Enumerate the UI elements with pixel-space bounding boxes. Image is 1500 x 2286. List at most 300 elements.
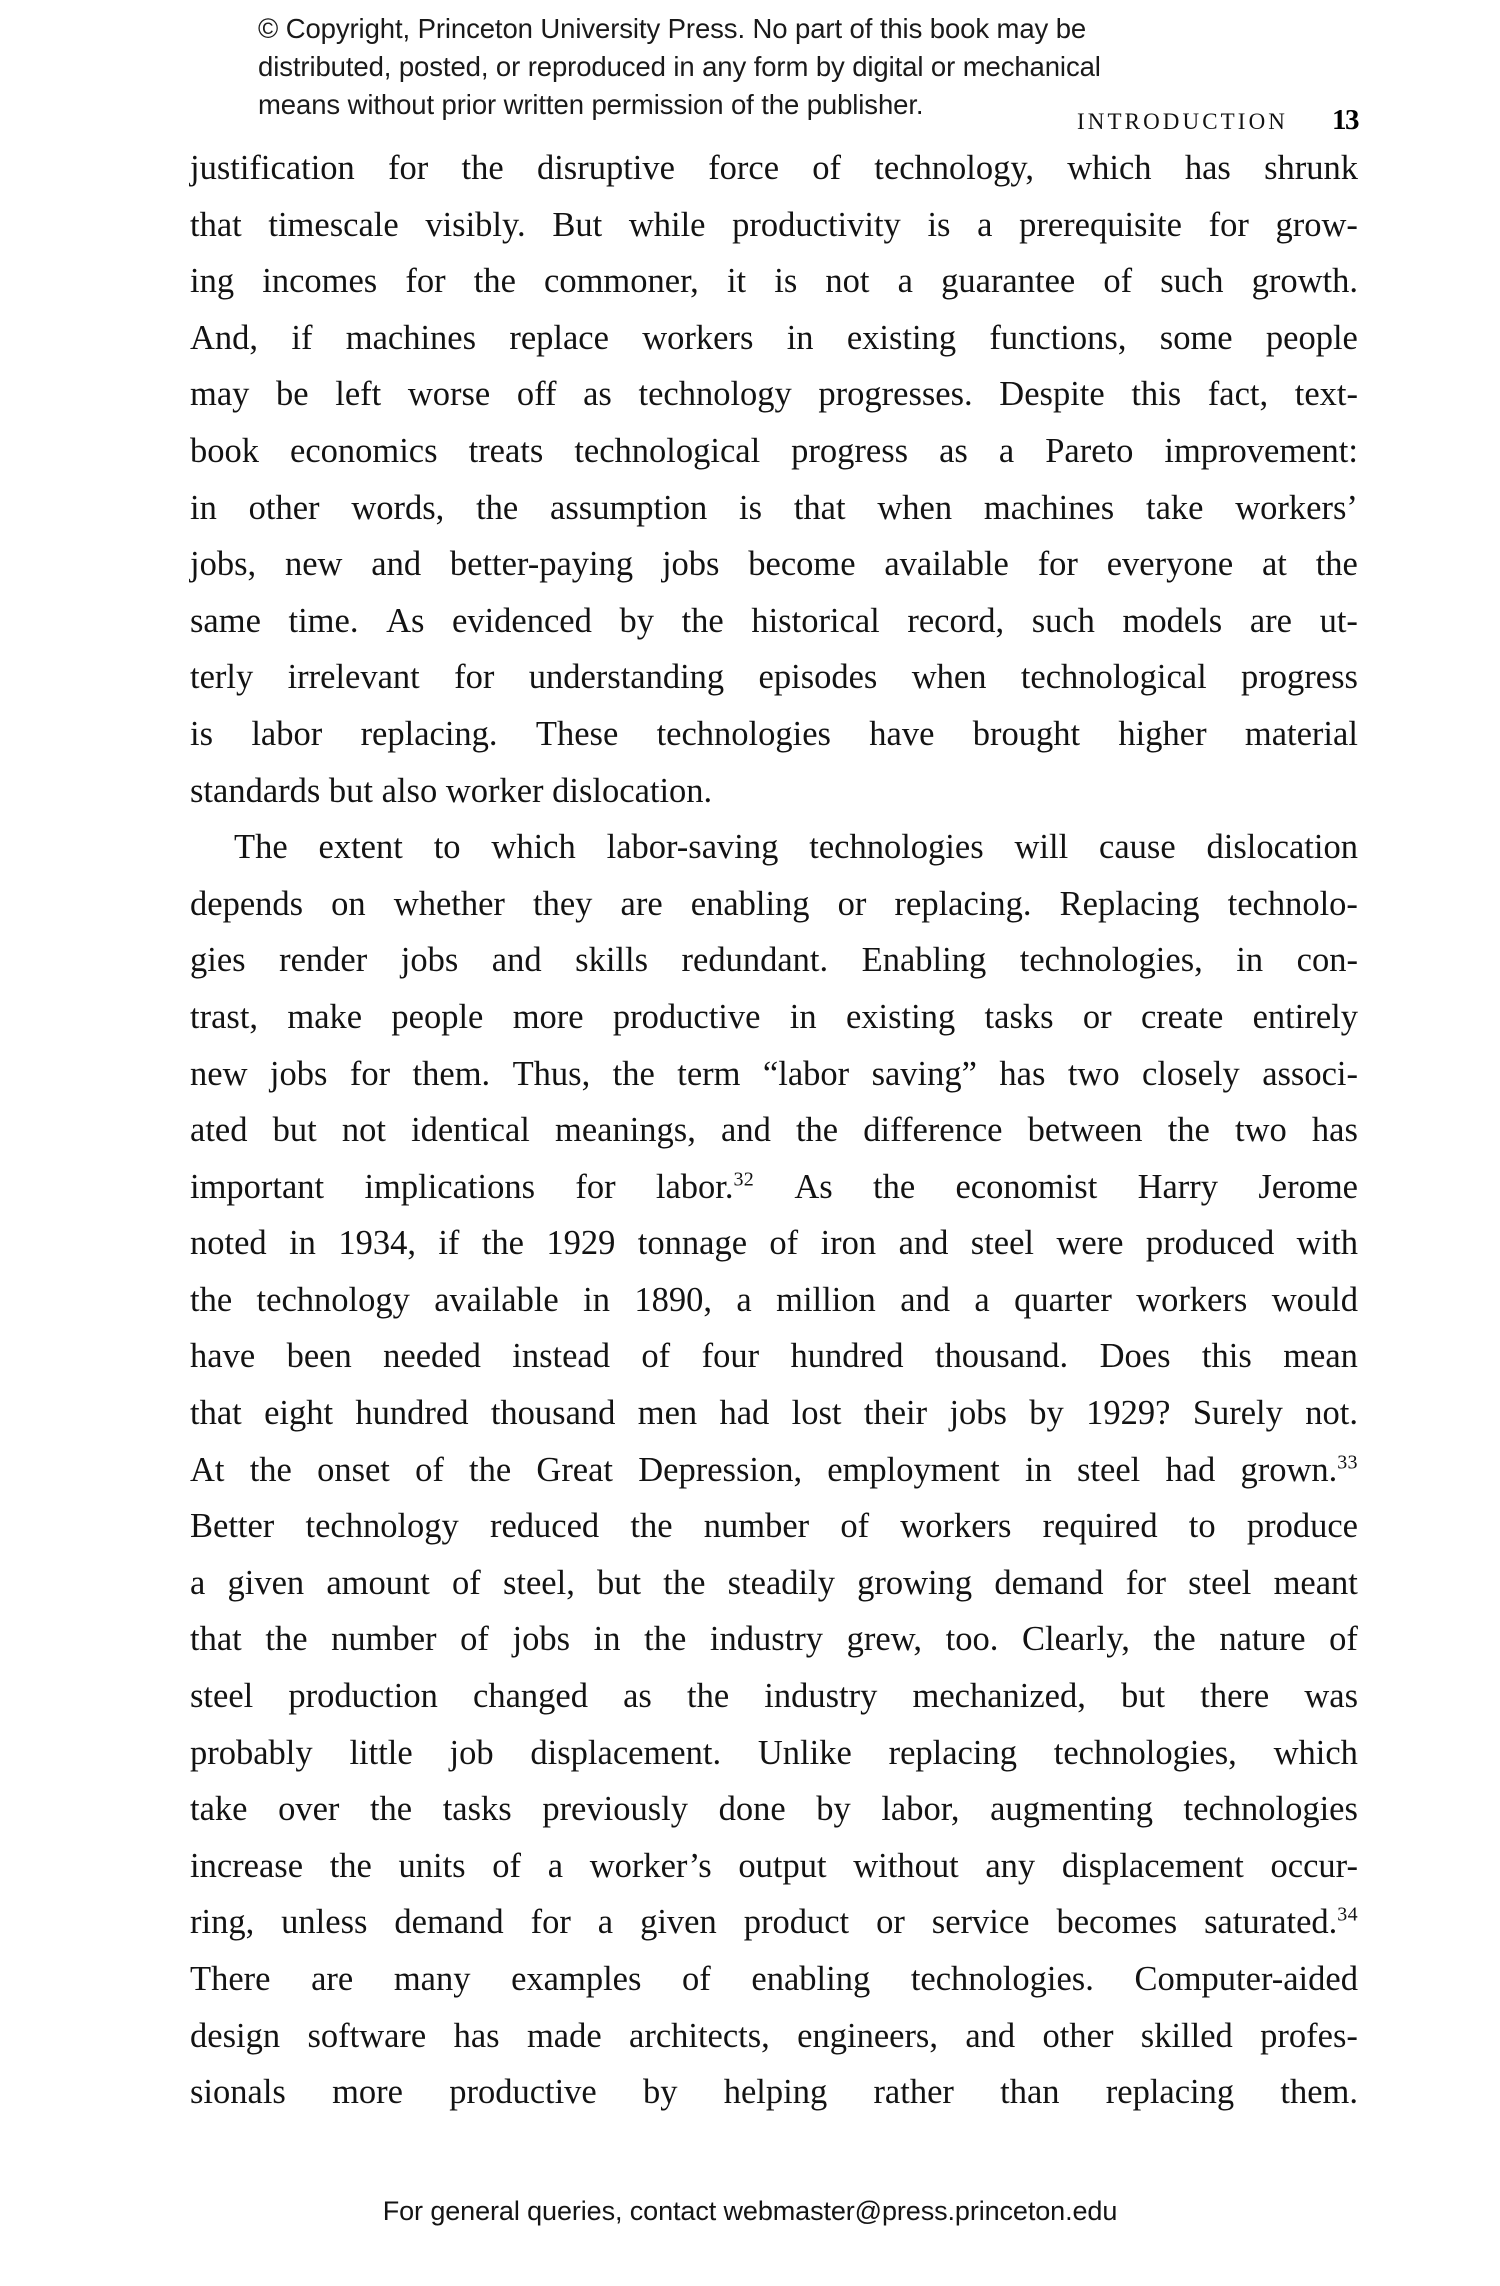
word: replacing xyxy=(1105,2073,1235,2112)
word: of xyxy=(769,1224,799,1263)
word: or xyxy=(837,884,867,923)
word: if xyxy=(291,318,313,357)
word: employment xyxy=(827,1450,1000,1489)
word: men xyxy=(637,1394,698,1433)
word: and xyxy=(371,545,422,584)
word: has xyxy=(999,1054,1046,1093)
word: technolo- xyxy=(1227,884,1358,923)
word: the xyxy=(644,1620,687,1659)
word: production xyxy=(288,1677,438,1716)
word: the xyxy=(473,262,516,301)
word: take xyxy=(1145,488,1204,527)
word: steel xyxy=(1188,1563,1252,1602)
word: that xyxy=(190,1620,242,1659)
word: irrelevant xyxy=(287,658,420,697)
word: for xyxy=(1037,545,1078,584)
word: other xyxy=(1042,2016,1114,2055)
word: on xyxy=(331,884,366,923)
word: replacing xyxy=(888,1733,1017,1772)
word: are xyxy=(620,884,663,923)
word: architects, xyxy=(629,2016,770,2055)
word: progresses. xyxy=(818,375,973,414)
word: technologies xyxy=(1183,1790,1358,1829)
word: These xyxy=(535,714,619,753)
word: But xyxy=(552,205,603,244)
word: workers xyxy=(642,318,754,357)
word: if xyxy=(438,1224,460,1263)
word: thousand. xyxy=(934,1337,1069,1376)
word: engineers, xyxy=(797,2016,938,2055)
word: commoner, xyxy=(544,262,699,301)
word: given xyxy=(640,1903,717,1942)
word: the xyxy=(329,1846,372,1885)
word: terly xyxy=(190,658,254,697)
word: has xyxy=(1184,149,1231,187)
word: little xyxy=(349,1733,413,1772)
word: identical xyxy=(411,1111,530,1150)
word: become xyxy=(748,545,856,584)
word: than xyxy=(1000,2073,1060,2112)
text-line xyxy=(190,140,1358,197)
word: shrunk xyxy=(1264,149,1358,187)
word: unless xyxy=(281,1903,368,1942)
word: ated xyxy=(190,1111,248,1150)
copyright-line-3: means without prior written permission of the publisher. xyxy=(258,89,924,120)
text-line xyxy=(190,876,1358,933)
word: increase xyxy=(190,1846,304,1885)
word: extent xyxy=(318,828,403,867)
word: for xyxy=(575,1167,616,1206)
text-line xyxy=(190,1951,1358,2008)
word: is xyxy=(739,488,763,527)
word: book xyxy=(190,431,259,470)
word: create xyxy=(1140,997,1224,1036)
word: progress xyxy=(791,431,909,470)
body-text-block xyxy=(190,140,1358,2121)
word: Computer-aided xyxy=(1134,1960,1358,1998)
copyright-line-1: © Copyright, Princeton University Press. No part of this book may be xyxy=(258,13,1087,44)
word: workers xyxy=(900,1507,1012,1546)
word: between xyxy=(1027,1111,1143,1150)
word: any xyxy=(985,1846,1036,1885)
word: jobs xyxy=(949,1394,1007,1433)
word: for xyxy=(454,658,495,697)
word: as xyxy=(939,431,968,470)
word: produce xyxy=(1246,1507,1358,1546)
word: a xyxy=(974,1280,990,1319)
word: productivity xyxy=(732,205,901,244)
word: same xyxy=(190,601,261,640)
word: of xyxy=(641,1337,671,1376)
word: of xyxy=(460,1620,489,1659)
word: better-paying xyxy=(449,545,634,584)
word: as xyxy=(623,1677,652,1716)
word: profes- xyxy=(1260,2016,1358,2055)
text-line xyxy=(190,253,1358,310)
word: given xyxy=(227,1563,305,1602)
text-line xyxy=(190,536,1358,593)
word: the xyxy=(686,1677,730,1716)
word: helping xyxy=(723,2073,828,2112)
word: existing xyxy=(846,318,957,357)
word: design xyxy=(190,2016,281,2055)
word: steel xyxy=(970,1224,1035,1263)
word: left xyxy=(335,375,382,414)
word: not xyxy=(825,262,870,301)
text-line xyxy=(190,480,1358,537)
text-line xyxy=(190,1611,1358,1668)
word: the xyxy=(1315,545,1358,584)
word: progress xyxy=(1241,658,1358,697)
word: the xyxy=(663,1563,706,1602)
word: and xyxy=(900,1280,951,1319)
word: number xyxy=(331,1620,437,1659)
word: the xyxy=(873,1167,916,1206)
word: a xyxy=(547,1846,564,1885)
word: noted xyxy=(190,1224,267,1263)
word: jobs xyxy=(661,545,720,584)
word: that xyxy=(190,1394,242,1433)
copyright-notice xyxy=(258,10,1268,124)
word: text- xyxy=(1294,375,1358,414)
word: by xyxy=(816,1790,851,1829)
word: labor-saving xyxy=(606,828,779,867)
word: closely xyxy=(1142,1054,1240,1093)
word: economics xyxy=(290,431,438,470)
word: or xyxy=(876,1903,905,1942)
text-line xyxy=(190,423,1358,480)
word: service xyxy=(931,1903,1030,1942)
word: required xyxy=(1042,1507,1158,1546)
word: productive xyxy=(612,997,761,1036)
word: of xyxy=(682,1960,711,1998)
word: is xyxy=(190,714,214,753)
word: “labor xyxy=(762,1054,850,1093)
word: Despite xyxy=(999,375,1105,414)
word: worker’s xyxy=(589,1846,712,1885)
word: industry xyxy=(764,1677,878,1716)
text-line xyxy=(190,1555,1358,1612)
word: by xyxy=(642,2073,678,2112)
word: had xyxy=(1165,1450,1216,1489)
text-line xyxy=(190,1668,1358,1725)
word: saving” xyxy=(871,1054,977,1093)
word: record, xyxy=(907,601,1005,640)
word: brought xyxy=(972,714,1081,753)
word: timescale xyxy=(268,205,399,244)
word: thousand xyxy=(490,1394,616,1433)
word: grow- xyxy=(1275,205,1358,244)
word: while xyxy=(628,205,706,244)
word: Enabling xyxy=(861,941,987,980)
word: jobs xyxy=(512,1620,571,1659)
text-line xyxy=(190,1385,1358,1442)
word: worse xyxy=(407,375,491,414)
word: con- xyxy=(1296,941,1358,980)
word: As xyxy=(386,601,425,640)
word: the xyxy=(249,1450,292,1489)
word: to xyxy=(1188,1507,1216,1546)
word: machines xyxy=(983,488,1115,527)
word: available xyxy=(884,545,1009,584)
word: skills xyxy=(575,941,649,980)
word: some xyxy=(1159,318,1233,357)
footnote-marker: 32 xyxy=(733,1168,755,1191)
word: prerequisite xyxy=(1019,205,1182,244)
word: gies xyxy=(190,941,246,980)
copyright-line-2: distributed, posted, or reproduced in any form by digital or mechanical xyxy=(258,51,1101,82)
word: in xyxy=(289,1224,316,1263)
word: dislocation xyxy=(1206,828,1358,867)
word: more xyxy=(512,997,584,1036)
word: functions, xyxy=(989,318,1127,357)
word: existing xyxy=(845,997,956,1036)
word: Depression, xyxy=(638,1450,803,1489)
word: them. xyxy=(1280,2073,1358,2112)
word: made xyxy=(526,2016,602,2055)
word: of xyxy=(415,1450,444,1489)
word: treats xyxy=(468,431,544,470)
word: that xyxy=(190,205,242,244)
word: many xyxy=(393,1960,471,1998)
text-line xyxy=(190,649,1358,706)
text-line: standards but also worker dislocation. xyxy=(190,771,713,810)
word: were xyxy=(1056,1224,1124,1263)
word: Does xyxy=(1099,1337,1171,1376)
word: more xyxy=(332,2073,403,2112)
word: million xyxy=(776,1280,876,1319)
text-line xyxy=(190,1102,1358,1159)
word: the xyxy=(481,1224,524,1263)
word: there xyxy=(1200,1677,1270,1716)
word: As xyxy=(794,1167,833,1206)
word: Surely xyxy=(1192,1394,1283,1433)
text-line xyxy=(190,1215,1358,1272)
word: steadily xyxy=(727,1563,835,1602)
word: implications xyxy=(364,1167,536,1206)
word: steel xyxy=(1077,1450,1141,1489)
word: models xyxy=(1122,601,1223,640)
word: in xyxy=(583,1280,610,1319)
word: have xyxy=(869,714,935,753)
word: hundred xyxy=(355,1394,469,1433)
word: Replacing xyxy=(1059,884,1200,923)
word: and xyxy=(721,1111,771,1150)
word: jobs, xyxy=(190,545,257,584)
word: growth. xyxy=(1251,262,1358,301)
word: such xyxy=(1160,262,1224,301)
word: by xyxy=(619,601,654,640)
word: The xyxy=(234,828,288,867)
word: everyone xyxy=(1106,545,1234,584)
word: higher xyxy=(1118,714,1207,753)
word: labor.$^{32}$ xyxy=(655,1167,755,1206)
word: but xyxy=(1121,1677,1166,1716)
word: the xyxy=(612,1054,655,1093)
word: nature xyxy=(1219,1620,1306,1659)
word: meanings, xyxy=(555,1111,696,1150)
word: lost xyxy=(791,1394,842,1433)
word: technologies, xyxy=(1053,1733,1237,1772)
word: with xyxy=(1296,1224,1358,1263)
word: not. xyxy=(1305,1394,1358,1433)
word: be xyxy=(276,375,309,414)
word: technologies, xyxy=(1019,941,1203,980)
word: may xyxy=(190,375,250,414)
word: have xyxy=(190,1337,256,1376)
word: grew, xyxy=(846,1620,922,1659)
word: At xyxy=(190,1450,225,1489)
word: And, xyxy=(190,318,259,357)
word: Thus, xyxy=(512,1054,591,1093)
word: will xyxy=(1014,828,1069,867)
word: economist xyxy=(955,1167,1098,1206)
word: the xyxy=(1167,1111,1210,1150)
word: workers xyxy=(1136,1280,1248,1319)
text-line xyxy=(190,197,1358,254)
word: ing xyxy=(190,262,235,301)
word: it xyxy=(726,262,747,301)
word: technology xyxy=(305,1507,459,1546)
text-line xyxy=(190,1442,1358,1499)
word: a xyxy=(736,1280,752,1319)
word: steel xyxy=(190,1677,254,1716)
word: the xyxy=(795,1111,839,1150)
text-line xyxy=(190,1159,1358,1216)
word: for xyxy=(349,1054,391,1093)
text-line xyxy=(190,1894,1358,1951)
word: people xyxy=(1265,318,1358,357)
word: ring, xyxy=(190,1903,255,1942)
word: ut- xyxy=(1319,601,1358,640)
word: new xyxy=(284,545,343,584)
footnote-marker: 33 xyxy=(1337,1451,1358,1474)
word: probably xyxy=(190,1733,313,1772)
word: this xyxy=(1201,1337,1252,1376)
word: jobs xyxy=(269,1054,328,1093)
word: previously xyxy=(542,1790,688,1829)
word: the xyxy=(476,488,519,527)
word: two xyxy=(1067,1054,1120,1093)
word: in xyxy=(190,488,217,527)
text-line xyxy=(190,1498,1358,1555)
word: when xyxy=(911,658,987,697)
word: labor, xyxy=(881,1790,960,1829)
word: entirely xyxy=(1252,997,1358,1036)
word: to xyxy=(433,828,461,867)
text-line xyxy=(190,310,1358,367)
text-line xyxy=(190,2064,1358,2121)
word: displacement. xyxy=(530,1733,722,1772)
word: augmenting xyxy=(990,1790,1153,1829)
word: take xyxy=(190,1790,248,1829)
word: that xyxy=(793,488,846,527)
word: the xyxy=(265,1620,308,1659)
word: hundred xyxy=(790,1337,904,1376)
footnote-marker: 34 xyxy=(1337,1903,1358,1926)
word: a xyxy=(597,1903,614,1942)
word: episodes xyxy=(758,658,878,697)
word: workers’ xyxy=(1235,488,1358,527)
word: of xyxy=(492,1846,522,1885)
text-line xyxy=(190,2008,1358,2065)
word: industry xyxy=(709,1620,824,1659)
word: replace xyxy=(509,318,609,357)
word: for xyxy=(1208,205,1249,244)
word: render xyxy=(279,941,368,980)
word: of xyxy=(1329,1620,1358,1659)
word: which xyxy=(1067,149,1152,187)
word: without xyxy=(853,1846,959,1885)
word: mechanized, xyxy=(912,1677,1086,1716)
word: 1929 xyxy=(546,1224,616,1263)
word: other xyxy=(248,488,320,527)
word: technological xyxy=(1020,658,1207,697)
text-line xyxy=(190,1781,1358,1838)
word: displacement xyxy=(1061,1846,1244,1885)
word: in xyxy=(1024,1450,1052,1489)
word: becomes xyxy=(1056,1903,1178,1942)
word: job xyxy=(449,1733,494,1772)
text-line xyxy=(190,1046,1358,1103)
paragraph-1 xyxy=(190,140,1358,819)
word: evidenced xyxy=(452,601,592,640)
word: is xyxy=(774,262,798,301)
word: incomes xyxy=(262,262,378,301)
word: for xyxy=(530,1903,571,1942)
word: when xyxy=(877,488,953,527)
word: of xyxy=(812,149,842,187)
word: would xyxy=(1271,1280,1358,1319)
word: Jerome xyxy=(1258,1167,1358,1206)
word: 1890, xyxy=(634,1280,712,1319)
word: four xyxy=(701,1337,760,1376)
word: fact, xyxy=(1207,375,1269,414)
word: available xyxy=(434,1280,559,1319)
word: onset xyxy=(317,1450,390,1489)
word: over xyxy=(278,1790,340,1829)
word: the xyxy=(1153,1620,1196,1659)
word: productive xyxy=(449,2073,597,2112)
word: steel, xyxy=(502,1563,575,1602)
word: depends xyxy=(190,884,304,923)
word: labor xyxy=(251,714,323,753)
word: technology, xyxy=(874,149,1034,187)
word: product xyxy=(743,1903,850,1942)
word: enabling xyxy=(751,1960,871,1998)
word: a xyxy=(897,262,913,301)
word: redundant. xyxy=(681,941,829,980)
word: Clearly, xyxy=(1021,1620,1130,1659)
word: meant xyxy=(1273,1563,1358,1602)
word: 1934, xyxy=(338,1224,416,1263)
word: in xyxy=(1236,941,1264,980)
word: for xyxy=(1125,1563,1166,1602)
word: technologies. xyxy=(910,1960,1094,1998)
word: demand xyxy=(994,1563,1104,1602)
word: rather xyxy=(873,2073,954,2112)
word: jobs xyxy=(400,941,459,980)
word: machines xyxy=(345,318,477,357)
word: which xyxy=(1273,1733,1358,1772)
word: has xyxy=(1311,1111,1358,1150)
word: the xyxy=(681,601,724,640)
text-line xyxy=(190,819,1358,876)
word: grown.$^{33}$ xyxy=(1240,1450,1358,1489)
word: or xyxy=(1082,997,1112,1036)
word: improvement: xyxy=(1164,431,1358,470)
word: 1929? xyxy=(1086,1394,1171,1433)
